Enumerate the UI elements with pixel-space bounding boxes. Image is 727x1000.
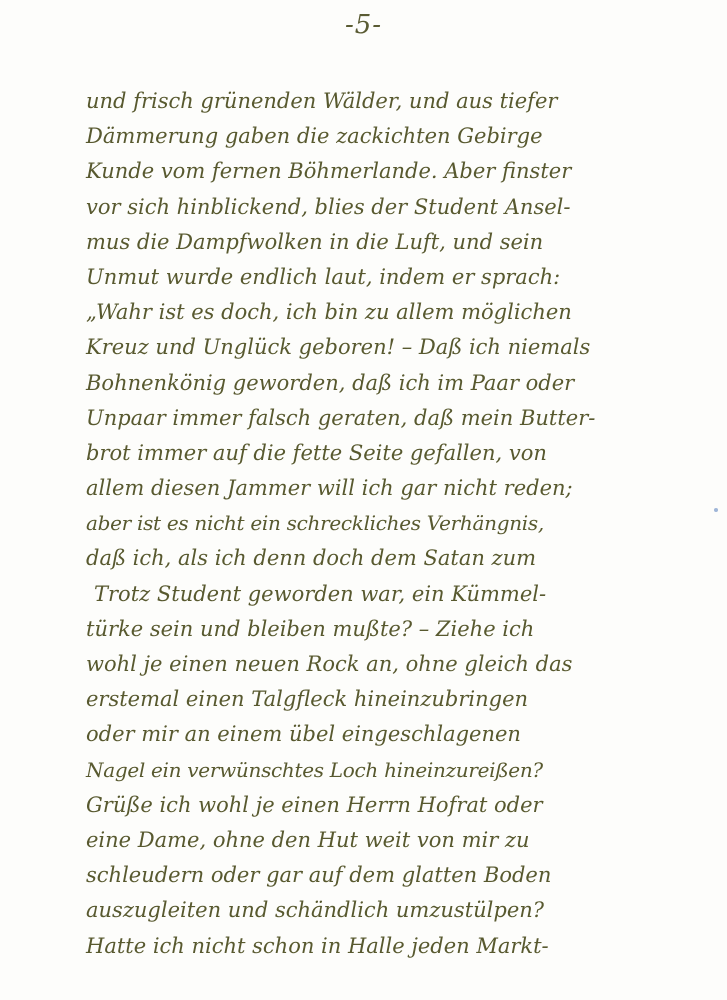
text-line: Unmut wurde endlich laut, indem er sprach: — [86, 264, 561, 289]
handwritten-text-block — [86, 84, 646, 964]
text-line: auszugleiten und schändlich umzustülpen? — [86, 898, 545, 923]
text-line: allem diesen Jammer will ich gar nicht reden; — [86, 476, 573, 501]
text-line: „Wahr ist es doch, ich bin zu allem möglichen — [86, 300, 572, 325]
text-line: und frisch grünenden Wälder, und aus tiefer — [86, 89, 558, 113]
text-line: erstemal einen Talgfleck hineinzubringen — [86, 687, 529, 712]
text-line: Nagel ein verwünschtes Loch hineinzureißen? — [86, 757, 543, 782]
text-line: Unpaar immer falsch geraten, daß mein Butter- — [86, 405, 596, 430]
text-line: Kunde vom fernen Böhmerlande. Aber finster — [86, 159, 572, 184]
text-line: wohl je einen neuen Rock an, ohne gleich das — [86, 652, 573, 676]
text-line: türke sein und bleiben mußte? – Ziehe ich — [86, 616, 535, 641]
text-line: Hatte ich nicht schon in Halle jeden Markt- — [86, 933, 549, 958]
text-line: schleudern oder gar auf dem glatten Boden — [86, 863, 552, 888]
text-line: aber ist es nicht ein schreckliches Verhängnis, — [86, 511, 544, 536]
text-line: Grüße ich wohl je einen Herrn Hofrat oder — [86, 792, 543, 817]
text-line: daß ich, als ich denn doch dem Satan zum — [86, 546, 537, 571]
text-line: vor sich hinblickend, blies der Student Ansel- — [86, 194, 571, 219]
text-line: Dämmerung gaben die zackichten Gebirge — [86, 124, 543, 149]
text-line: oder mir an einem übel eingeschlagenen — [86, 722, 521, 747]
text-line: Kreuz und Unglück geboren! – Daß ich niemals — [86, 335, 591, 360]
text-line: brot immer auf die fette Seite gefallen, von — [86, 440, 547, 465]
ink-dot — [714, 508, 718, 512]
page-number: -5- — [344, 10, 383, 40]
text-line: mus die Dampfwolken in die Luft, und sein — [86, 229, 544, 254]
text-line: eine Dame, ohne den Hut weit von mir zu — [86, 827, 530, 852]
text-line: Bohnenkönig geworden, daß ich im Paar oder — [86, 370, 575, 395]
text-line: Trotz Student geworden war, ein Kümmel- — [94, 581, 547, 606]
